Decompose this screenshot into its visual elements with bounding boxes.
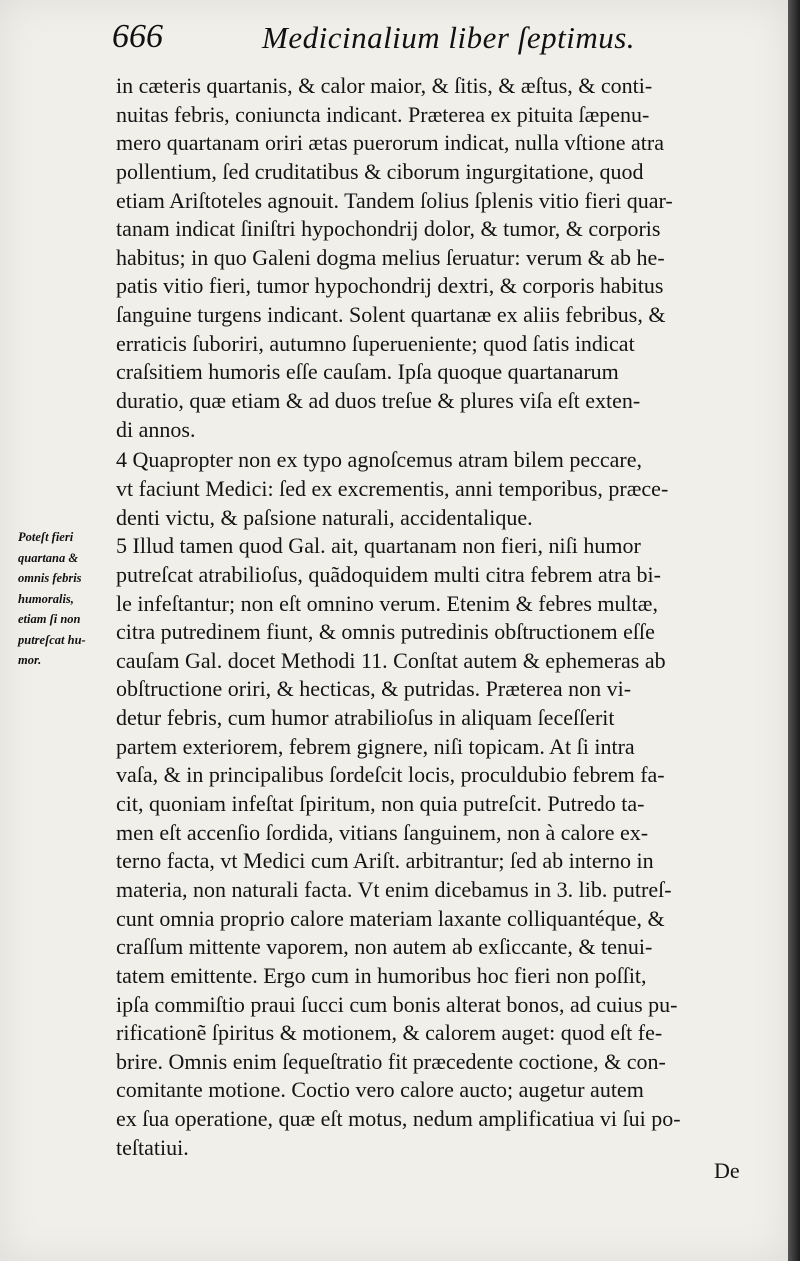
text-line: obſtructione oriri, & hecticas, & putridas. Præterea non vi-: [116, 676, 632, 702]
text-line: denti victu, & paſsione naturali, accidentalique.: [116, 504, 533, 530]
margin-note-line: omnis febris: [18, 571, 82, 585]
text-line: patis vitio fieri, tumor hypochondrij dextri, & corporis habitus: [116, 273, 664, 299]
text-line: brire. Omnis enim ſequeſtratio fit præcedente coctione, & con-: [116, 1048, 666, 1074]
text-line: cunt omnia proprio calore materiam laxante colliquantéque, &: [116, 905, 665, 931]
text-line: terno facta, vt Medici cum Ariſt. arbitrantur; ſed ab interno in: [116, 848, 654, 874]
page-header: [112, 14, 672, 66]
text-line: erraticis ſuboriri, autumno ſuperueniente; quod ſatis indicat: [116, 330, 635, 356]
text-line: mero quartanam oriri ætas puerorum indicat, nulla vſtione atra: [116, 130, 664, 156]
text-line: ſanguine turgens indicant. Solent quartanæ ex aliis febribus, &: [116, 302, 666, 328]
text-line: nuitas febris, coniuncta indicant. Præterea ex pituita ſæpenu-: [116, 101, 650, 127]
text-line: putreſcat atrabilioſus, quãdoquidem multi citra febrem atra bi-: [116, 561, 661, 587]
margin-note-line: putreſcat hu-: [18, 632, 86, 647]
margin-note-line: Poteſt fieri: [18, 530, 74, 544]
text-line: habitus; in quo Galeni dogma melius ſeruatur: verum & ab he-: [116, 244, 665, 270]
text-line: cit, quoniam infeſtat ſpiritum, non quia putreſcit. Putredo ta-: [116, 791, 645, 817]
text-line: rificationẽ ſpiritus & motionem, & calorem auget: quod eſt fe-: [116, 1020, 663, 1046]
text-line: le infeſtantur; non eſt omnino verum. Etenim & febres multæ,: [116, 590, 658, 616]
margin-note-line: etiam ſi non: [18, 612, 81, 626]
paragraph-4-start: 4 Quapropter non ex typo agnoſcemus atram bilem peccare,: [116, 447, 642, 473]
text-line: tatem emittente. Ergo cum in humoribus hoc fieri non poſſit,: [116, 962, 647, 988]
text-line: pollentium, ſed cruditatibus & ciborum ingurgitatione, quod: [116, 158, 644, 184]
text-line: vt faciunt Medici: ſed ex excrementis, anni temporibus, præce-: [116, 475, 669, 501]
text-line: craſſum mittente vaporem, non autem ab exſiccante, & tenui-: [116, 934, 653, 960]
text-line: tanam indicat ſiniſtri hypochondrij dolor, & tumor, & corporis: [116, 216, 661, 242]
main-text-block: [116, 72, 748, 1162]
text-line: etiam Ariſtoteles agnouit. Tandem ſolius ſplenis vitio fieri quar-: [116, 187, 673, 213]
page-edge-shadow: [788, 0, 800, 1261]
text-line: partem exteriorem, febrem gignere, niſi topicam. At ſi intra: [116, 733, 635, 759]
paragraph-5-start: 5 Illud tamen quod Gal. ait, quartanam non fieri, niſi humor: [116, 533, 641, 559]
margin-note-line: mor.: [18, 653, 42, 667]
text-line: comitante motione. Coctio vero calore aucto; augetur autem: [116, 1077, 644, 1103]
text-line: di annos.: [116, 416, 196, 442]
text-line: in cæteris quartanis, & calor maior, & ſitis, & æſtus, & conti-: [116, 73, 653, 98]
margin-note-line: humoralis,: [18, 591, 74, 606]
text-line: materia, non naturali facta. Vt enim dicebamus in 3. lib. putreſ-: [116, 876, 672, 902]
text-line: men eſt accenſio ſordida, vitians ſanguinem, non à calore ex-: [116, 819, 649, 845]
text-line: craſsitiem humoris eſſe cauſam. Ipſa quoque quartanarum: [116, 359, 619, 385]
text-line: ipſa commiſtio praui ſucci cum bonis alterat bonos, ad cuius pu-: [116, 991, 678, 1017]
margin-note: [18, 527, 116, 671]
catchword: De: [714, 1158, 740, 1183]
text-line: cauſam Gal. docet Methodi 11. Conſtat autem & ephemeras ab: [116, 647, 666, 673]
page-number: 666: [112, 18, 163, 55]
text-line: ex ſua operatione, quæ eſt motus, nedum amplificatiua vi ſui po-: [116, 1106, 681, 1132]
text-line: detur febris, cum humor atrabilioſus in aliquam ſeceſſerit: [116, 705, 615, 731]
text-line: teſtatiui.: [116, 1134, 189, 1160]
margin-note-line: quartana &: [18, 550, 79, 565]
running-title: Medicinalium liber ſeptimus.: [262, 20, 636, 55]
text-line: duratio, quæ etiam & ad duos treſue & plures viſa eſt exten-: [116, 388, 641, 414]
text-line: vaſa, & in principalibus ſordeſcit locis, proculdubio febrem fa-: [116, 762, 665, 788]
text-line: citra putredinem fiunt, & omnis putredinis obſtructionem eſſe: [116, 619, 655, 645]
